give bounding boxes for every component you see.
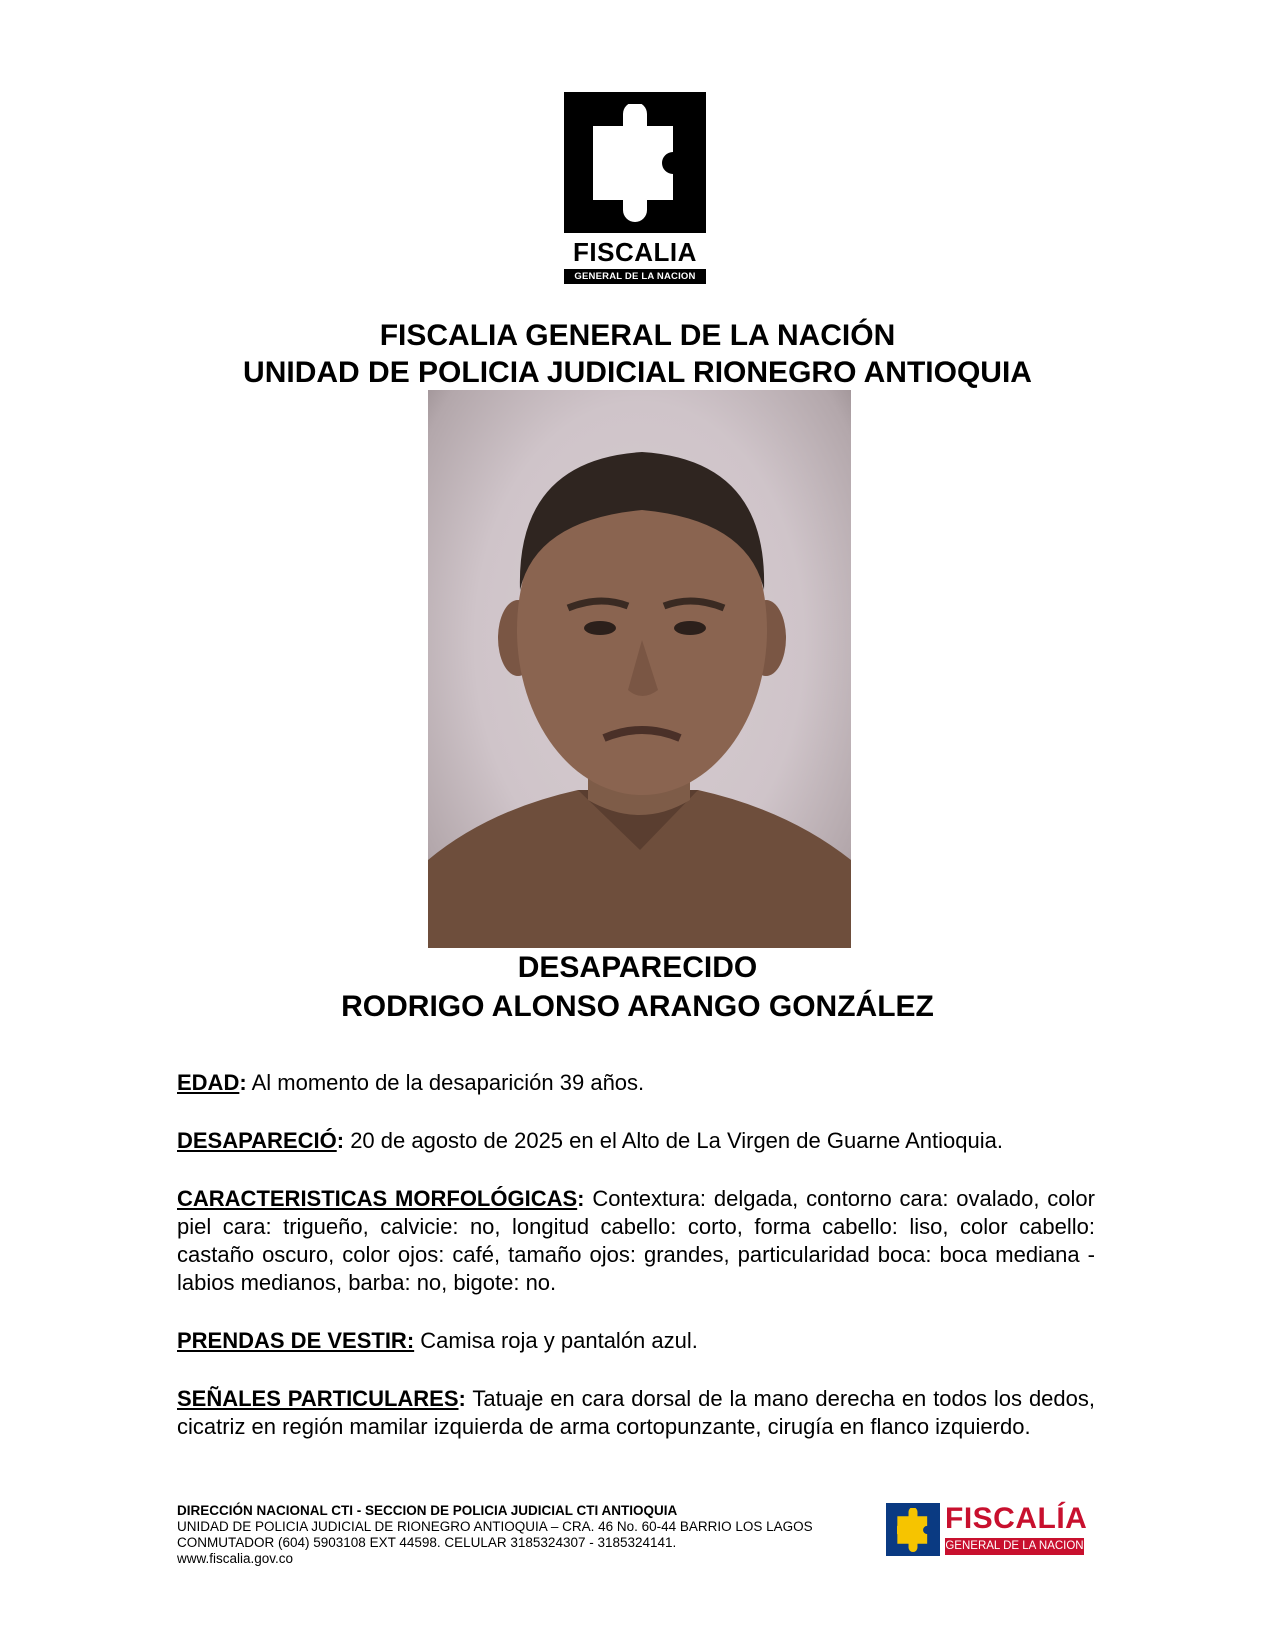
section-text: 20 de agosto de 2025 en el Alto de La Virgen de Guarne Antioquia. (350, 1128, 1003, 1153)
footer-title: DIRECCIÓN NACIONAL CTI - SECCION DE POLICIA JUDICIAL CTI ANTIOQUIA (177, 1503, 678, 1518)
section-label: SEÑALES PARTICULARES (177, 1386, 459, 1411)
fiscalia-logo-footer (886, 1502, 1088, 1556)
logo-emblem (564, 92, 706, 233)
status-label: DESAPARECIDO (517, 951, 758, 984)
person-name: RODRIGO ALONSO ARANGO GONZÁLEZ (341, 990, 934, 1023)
section-text: Tatuaje en cara dorsal de la mano derecha en todos los dedos, cicatriz en región mamilar izquierda de arma cortopunzante, cirugía en flanco izquierdo. (177, 1386, 1095, 1439)
logo-wordmark: FISCALIA (573, 237, 697, 267)
fiscalia-logo (564, 92, 706, 285)
section-label: PRENDAS DE VESTIR: (177, 1328, 415, 1353)
subject-heading (0, 948, 1275, 1026)
footer-contact (177, 1503, 877, 1567)
section-label: EDAD (177, 1070, 240, 1095)
section-caracteristicas: CARACTERISTICAS MORFOLÓGICAS: Contextura: delgada, contorno cara: ovalado, color piel cara: trigueño, calvicie: no, longitud cabello: corto, forma cabello: liso, color cabello: castaño oscuro, color ojos: café, tamaño ojos: grandes, particularidad boca: boca mediana - labios medianos, barba: no, bigote: no. (177, 1186, 1095, 1295)
section-text: Al momento de la desaparición 39 años. (251, 1070, 645, 1095)
logo-subtitle: GENERAL DE LA NACION (564, 269, 706, 284)
section-senales: SEÑALES PARTICULARES: Tatuaje en cara dorsal de la mano derecha en todos los dedos, cicatriz en región mamilar izquierda de arma cortopunzante, cirugía en flanco izquierdo. (177, 1386, 1095, 1439)
logo-emblem-footer (886, 1503, 940, 1556)
section-edad: EDAD: Al momento de la desaparición 39 años. (177, 1070, 645, 1095)
missing-person-photo (428, 390, 851, 948)
footer-phone: CONMUTADOR (604) 5903108 EXT 44598. CELULAR 3185324307 - 3185324141. (177, 1535, 677, 1550)
section-text: Contextura: delgada, contorno cara: ovalado, color piel cara: trigueño, calvicie: no, longitud cabello: corto, forma cabello: liso, color cabello: castaño oscuro, color ojos: café, tamaño ojos: grandes, particularidad boca: boca mediana - labios medianos, barba: no, bigote: no. (177, 1186, 1095, 1295)
section-desaparecio: DESAPARECIÓ: 20 de agosto de 2025 en el Alto de La Virgen de Guarne Antioquia. (177, 1128, 1003, 1153)
section-label: CARACTERISTICAS MORFOLÓGICAS (177, 1186, 578, 1211)
section-label: DESAPARECIÓ (177, 1128, 337, 1153)
logo-wordmark-footer: FISCALÍA (945, 1502, 1088, 1535)
section-prendas (177, 1327, 1095, 1355)
logo-subtitle-footer: GENERAL DE LA NACION (945, 1538, 1084, 1555)
heading-line-1: FISCALIA GENERAL DE LA NACIÓN (379, 319, 896, 352)
page-heading (0, 317, 1275, 391)
footer-website: www.fiscalia.gov.co (177, 1551, 294, 1566)
heading-line-2: UNIDAD DE POLICIA JUDICIAL RIONEGRO ANTIOQUIA (243, 356, 1032, 389)
puzzle-piece-icon (593, 104, 677, 222)
section-text: Camisa roja y pantalón azul. (420, 1328, 698, 1353)
portrait-illustration (428, 390, 851, 948)
puzzle-piece-icon (897, 1508, 929, 1552)
footer-address: UNIDAD DE POLICIA JUDICIAL DE RIONEGRO ANTIOQUIA – CRA. 46 No. 60-44 BARRIO LOS LAGOS (177, 1519, 813, 1534)
